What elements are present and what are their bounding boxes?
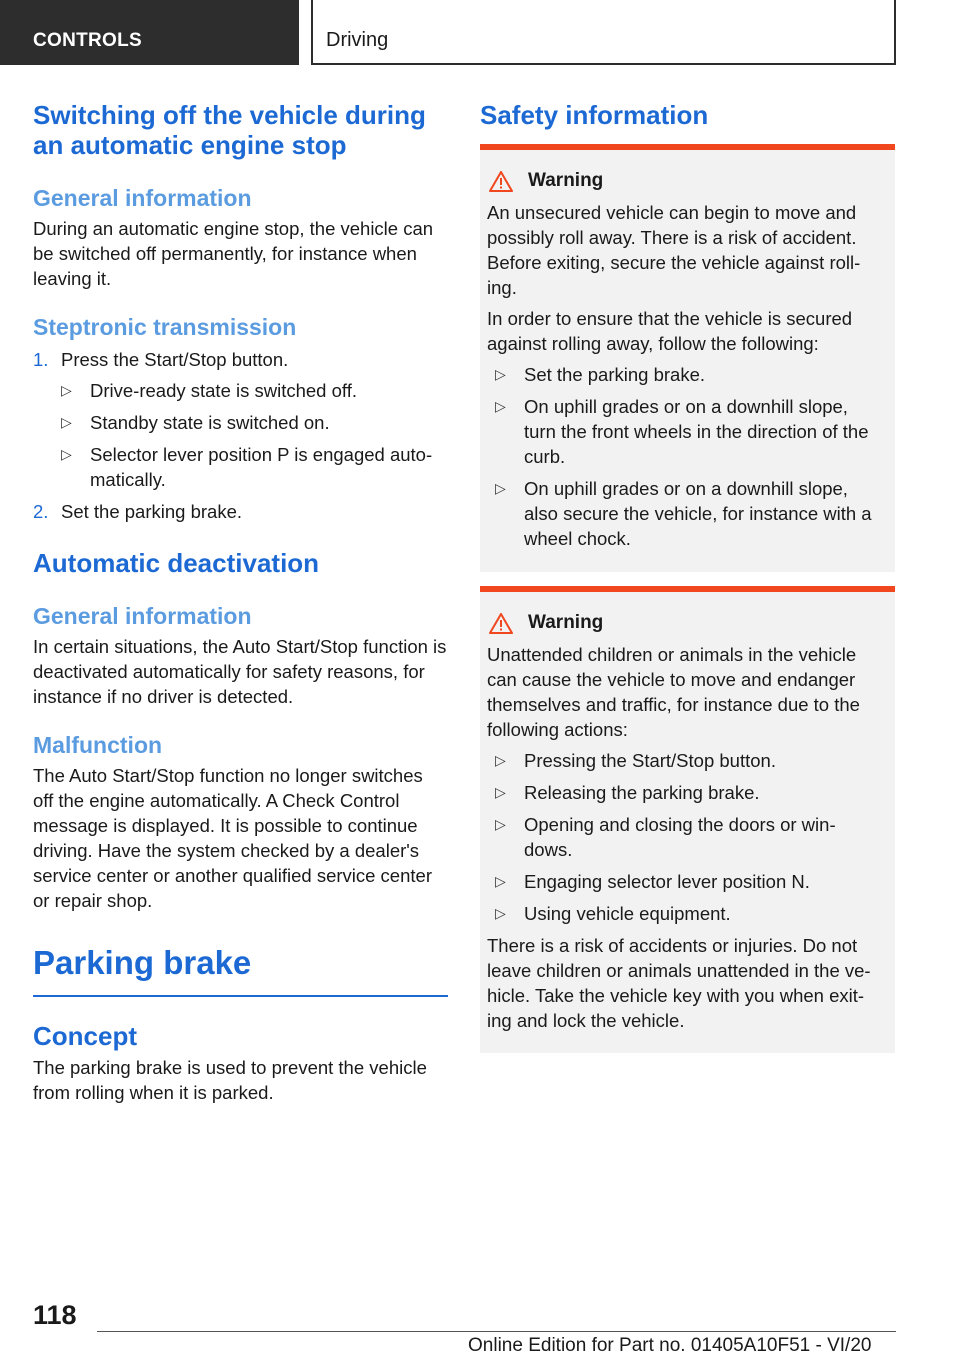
triangle-right-icon: ▷: [495, 752, 506, 768]
list-item-text: Releasing the parking brake.: [524, 782, 760, 803]
chapter-label: Driving: [326, 29, 389, 51]
list-item-text: Standby state is switched on.: [90, 412, 330, 433]
warning-title-text: Warning: [528, 612, 604, 633]
list-item: [495, 394, 881, 469]
list-item-text: Drive-ready state is switched off.: [90, 380, 357, 401]
list-item: [61, 442, 448, 492]
list-item: [495, 362, 881, 387]
list-item: [495, 780, 881, 805]
list-item-text: Pressing the Start/Stop button.: [524, 750, 776, 771]
list-item: [495, 901, 881, 926]
step-2: [33, 499, 448, 524]
list-item-text: Opening and closing the doors or win-dows.: [524, 814, 836, 860]
list-item: [495, 476, 881, 551]
warning-title-text: Warning: [528, 170, 604, 191]
auto-deactivation-title: Automatic deactivation: [33, 548, 320, 578]
general-info-text: During an automatic engine stop, the vehicle can be switched off permanently, for instance when leaving it.: [33, 218, 434, 289]
list-item-text: Engaging selector lever position N.: [524, 871, 810, 892]
list-item: [61, 410, 448, 435]
list-item: [495, 869, 881, 894]
concept-text: The parking brake is used to prevent the vehicle from rolling when it is parked.: [33, 1057, 427, 1103]
warning-title: [487, 610, 881, 636]
malfunction-heading: Malfunction: [33, 732, 163, 758]
steptronic-heading: Steptronic transmission: [33, 314, 297, 340]
chapter-tab: [311, 0, 896, 65]
warning-title: [487, 168, 881, 194]
section-label: CONTROLS: [33, 30, 143, 51]
list-item-text: Set the parking brake.: [524, 364, 705, 385]
right-column: [480, 100, 895, 1053]
general-info-heading: General information: [33, 185, 252, 211]
section-tab: [0, 0, 299, 65]
parking-brake-title: Parking brake: [33, 944, 252, 981]
triangle-right-icon: ▷: [495, 873, 506, 889]
list-item: [495, 748, 881, 773]
list-item-text: Selector lever position P is engaged auto-matically.: [90, 444, 433, 490]
triangle-right-icon: ▷: [495, 398, 506, 414]
triangle-right-icon: ▷: [61, 414, 72, 430]
step-text: Set the parking brake.: [61, 501, 242, 522]
warning-text: In order to ensure that the vehicle is secured against rolling away, follow the following:: [487, 308, 853, 354]
warning-text: There is a risk of accidents or injuries. Do not leave children or animals unattended in the ve-hicle. Take the vehicle key with you when exit-ing and lock the vehicle.: [487, 935, 871, 1031]
step-text: Press the Start/Stop button.: [61, 349, 289, 370]
left-column: [33, 100, 448, 1105]
list-item: [61, 378, 448, 403]
page-number: 118: [33, 1300, 77, 1330]
edition-text: Online Edition for Part no. 01405A10F51 - VI/20: [468, 1335, 872, 1356]
triangle-right-icon: ▷: [495, 784, 506, 800]
list-item-text: Using vehicle equipment.: [524, 903, 731, 924]
step-1: [33, 347, 448, 492]
footer-rule: [97, 1331, 896, 1332]
triangle-right-icon: ▷: [495, 366, 506, 382]
malfunction-text: The Auto Start/Stop function no longer switches off the engine automatically. A Check Control message is displayed. It is possible to continue driving. Have the system checked by a dealer's service center or another qualified service center or repair shop.: [33, 765, 432, 911]
list-item-text: On uphill grades or on a downhill slope, turn the front wheels in the direction of the curb.: [524, 396, 869, 467]
auto-general-text: In certain situations, the Auto Start/Stop function is deactivated automatically for safety reasons, for instance if no driver is detected.: [33, 636, 447, 707]
triangle-right-icon: ▷: [495, 905, 506, 921]
safety-info-title: Safety information: [480, 100, 709, 130]
steps-list: [33, 347, 448, 524]
triangle-right-icon: ▷: [61, 446, 72, 462]
warning-box-1: [480, 144, 895, 572]
title-rule: [33, 995, 448, 997]
step-number: 1.: [33, 349, 49, 370]
warning-text: Unattended children or animals in the vehicle can cause the vehicle to move and endanger themselves and traffic, for instance due to the following actions:: [487, 644, 860, 740]
warning-box-2: [480, 586, 895, 1053]
triangle-right-icon: ▷: [495, 480, 506, 496]
list-item: [495, 812, 881, 862]
switch-off-title: Switching off the vehicle during an automatic engine stop: [33, 100, 426, 160]
auto-general-heading: General information: [33, 603, 252, 629]
triangle-right-icon: ▷: [495, 816, 506, 832]
triangle-right-icon: ▷: [61, 382, 72, 398]
warning-triangle-icon: [489, 171, 513, 192]
list-item-text: On uphill grades or on a downhill slope, also secure the vehicle, for instance with a wheel chock.: [524, 478, 872, 549]
concept-heading: Concept: [33, 1021, 137, 1051]
warning-text: An unsecured vehicle can begin to move and possibly roll away. There is a risk of accident. Before exiting, secure the vehicle against roll-ing.: [487, 202, 861, 298]
warning-triangle-icon: [489, 613, 513, 634]
step-number: 2.: [33, 501, 49, 522]
